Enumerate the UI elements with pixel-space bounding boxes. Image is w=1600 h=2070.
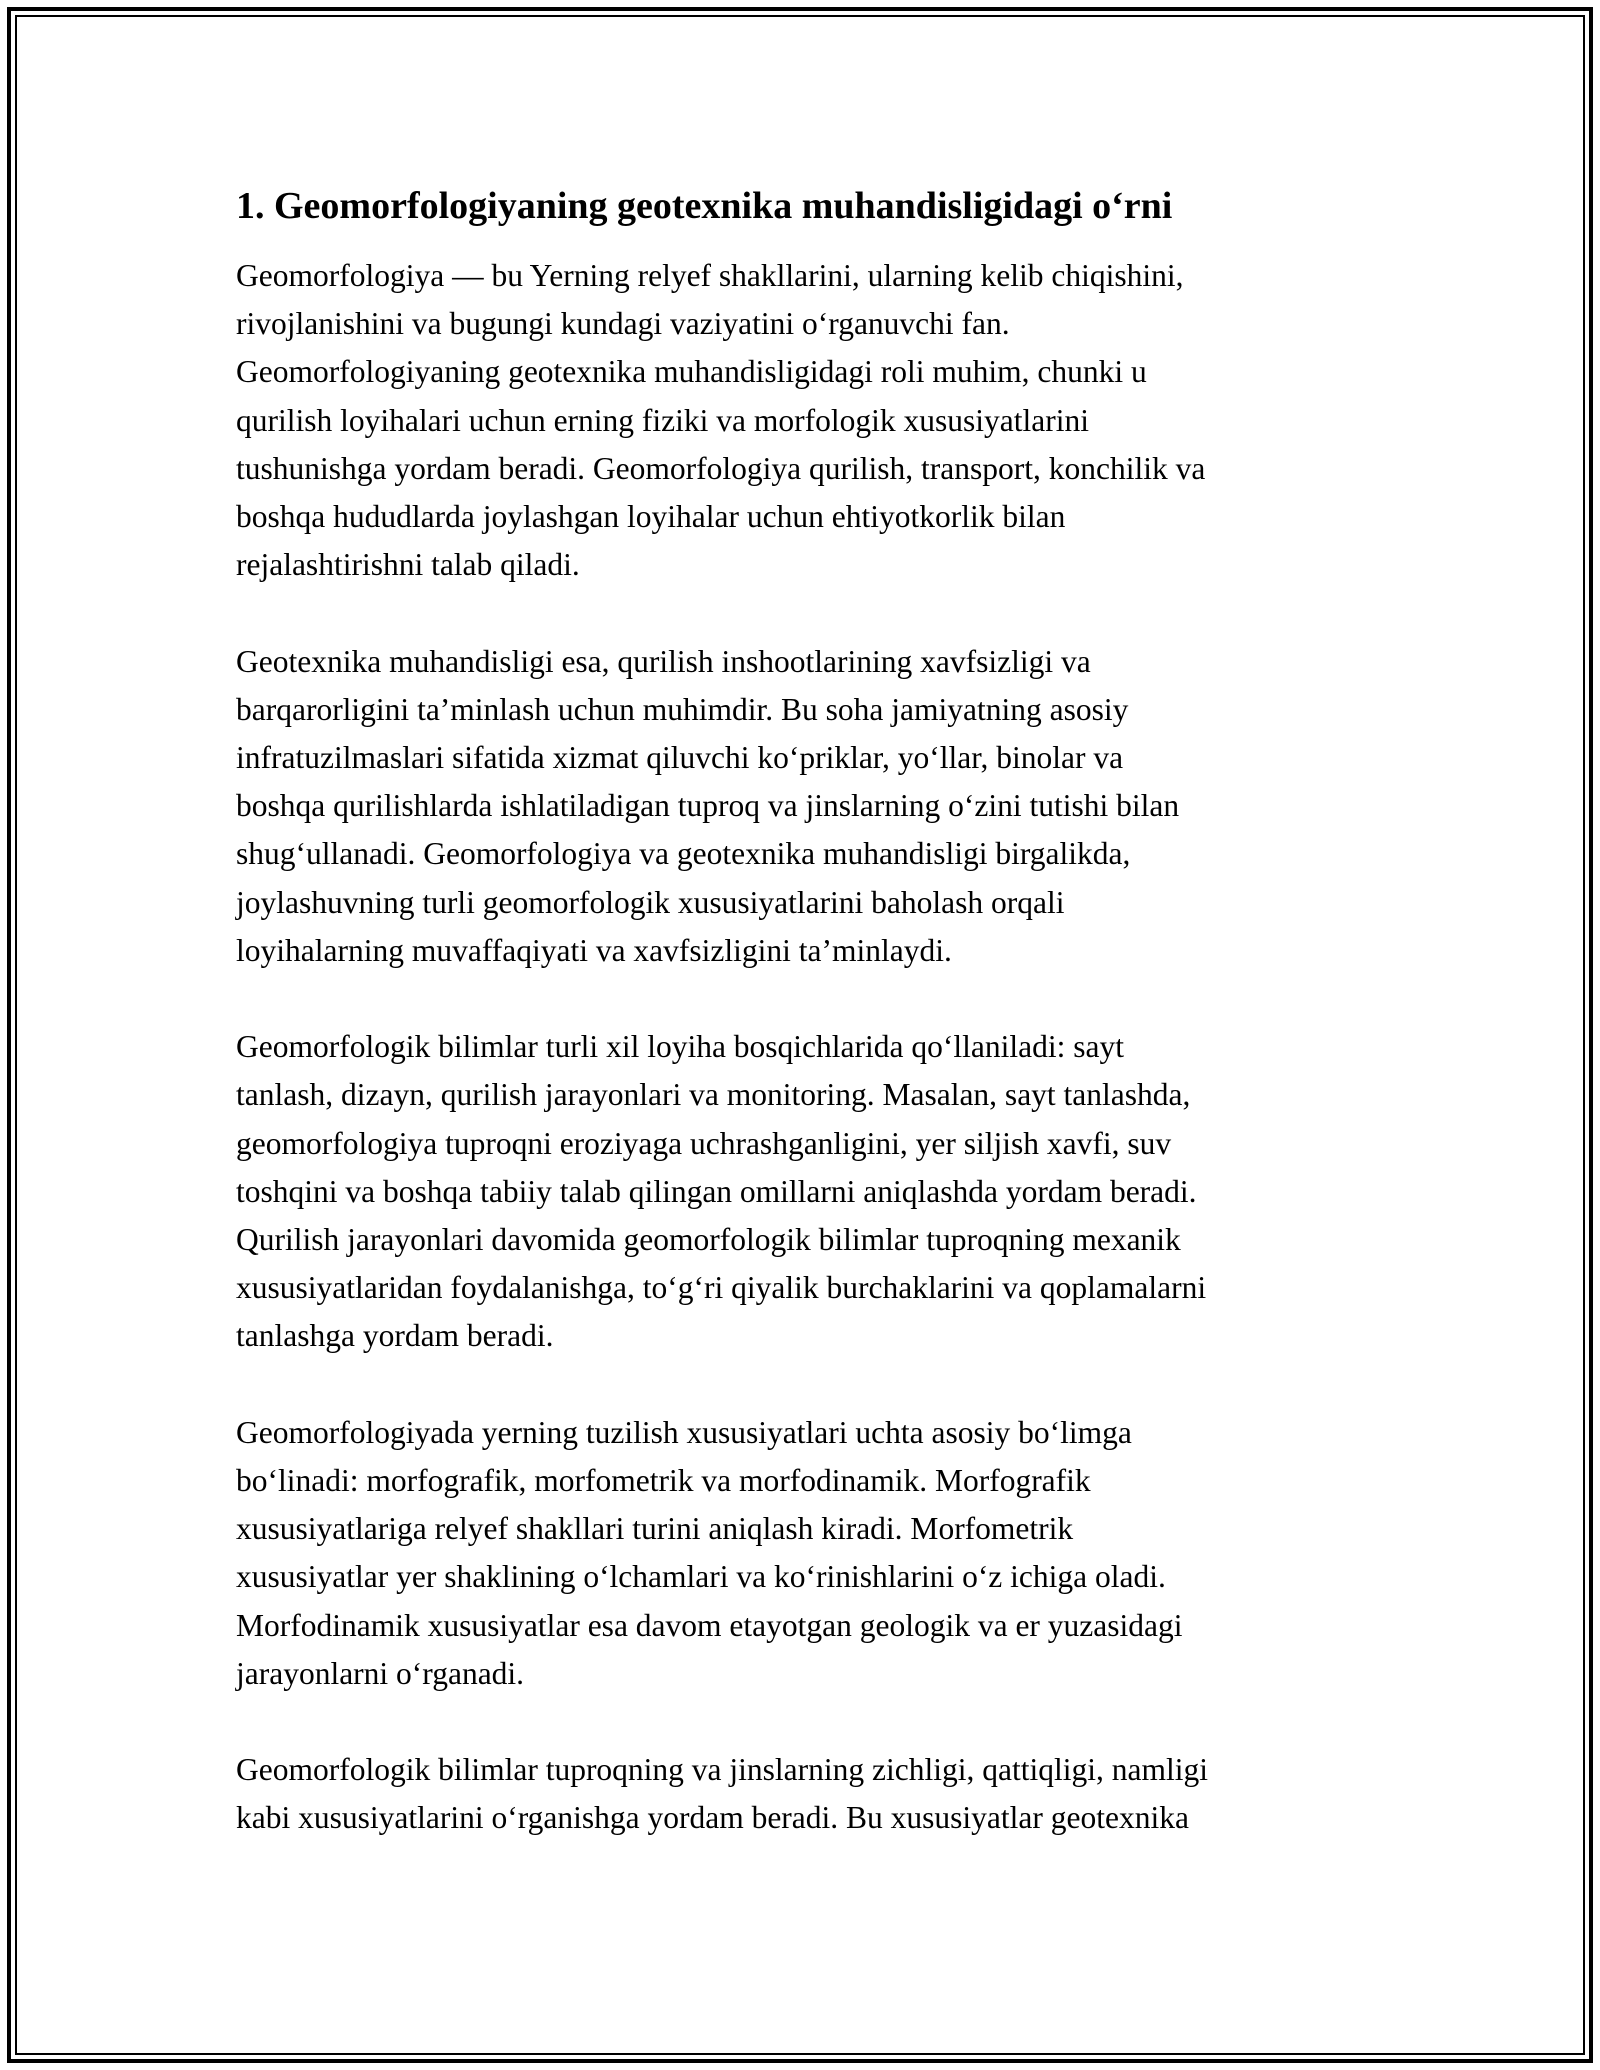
text-line: xususiyatlar yer shaklining o‘lchamlari va ko‘rinishlarini o‘z ichiga oladi. [236,1559,1166,1595]
text-line: rivojlanishini va bugungi kundagi vaziyatini o‘rganuvchi fan. [236,306,1010,342]
text-line: barqarorligini ta’minlash uchun muhimdir. Bu soha jamiyatning asosiy [236,691,1129,727]
text-line: Morfodinamik xususiyatlar esa davom etayotgan geologik va er yuzasidagi [236,1607,1183,1643]
paragraph-3 [236,1023,1376,1360]
text-line: boshqa qurilishlarda ishlatiladigan tuproq va jinslarning o‘zini tutishi bilan [236,788,1180,824]
paragraph-4 [236,1409,1376,1698]
text-line: jarayonlarni o‘rganadi. [236,1655,525,1691]
text-line: toshqini va boshqa tabiiy talab qilingan omillarni aniqlashda yordam beradi. [236,1173,1197,1209]
text-line: xususiyatlaridan foydalanishga, to‘g‘ri qiyalik burchaklarini va qoplamalarni [236,1270,1207,1306]
text-line: Geomorfologik bilimlar tuproqning va jinslarning zichligi, qattiqligi, namligi [236,1752,1208,1788]
text-line: Geomorfologiya — bu Yerning relyef shakllarini, ularning kelib chiqishini, [236,258,1184,293]
paragraph-5 [236,1746,1376,1842]
text-line: Geomorfologiyaning geotexnika muhandisligidagi roli muhim, chunki u [236,354,1147,390]
text-line: kabi xususiyatlarini o‘rganishga yordam beradi. Bu xususiyatlar geotexnika [236,1800,1189,1836]
text-line: xususiyatlariga relyef shakllari turini aniqlash kiradi. Morfometrik [236,1511,1074,1547]
text-line: bo‘linadi: morfografik, morfometrik va morfodinamik. Morfografik [236,1463,1091,1499]
text-line: Geomorfologiyada yerning tuzilish xususiyatlari uchta asosiy bo‘limga [236,1414,1132,1450]
text-line: Qurilish jarayonlari davomida geomorfologik bilimlar tuproqning mexanik [236,1222,1181,1258]
text-line: tushunishga yordam beradi. Geomorfologiya qurilish, transport, konchilik va [236,450,1206,486]
text-line: boshqa hududlarda joylashgan loyihalar uchun ehtiyotkorlik bilan [236,499,1066,535]
paragraph-2 [236,638,1376,975]
text-line: tanlashga yordam beradi. [236,1318,554,1354]
text-line: Geotexnika muhandisligi esa, qurilish inshootlarining xavfsizligi va [236,643,1091,679]
document-body [236,182,1376,1891]
section-heading: 1. Geomorfologiyaning geotexnika muhandisligidagi o‘rni [236,185,1173,227]
text-line: shug‘ullanadi. Geomorfologiya va geotexnika muhandisligi birgalikda, [236,836,1131,872]
text-line: Geomorfologik bilimlar turli xil loyiha bosqichlarida qo‘llaniladi: sayt [236,1029,1124,1065]
text-line: infratuzilmaslari sifatida xizmat qiluvchi ko‘priklar, yo‘llar, binolar va [236,740,1124,776]
paragraph-1 [236,252,1376,589]
text-line: tanlash, dizayn, qurilish jarayonlari va monitoring. Masalan, sayt tanlashda, [236,1077,1191,1113]
text-line: geomorfologiya tuproqni eroziyaga uchrashganligini, yer siljish xavfi, suv [236,1125,1172,1161]
text-line: rejalashtirishni talab qiladi. [236,547,580,583]
text-line: loyihalarning muvaffaqiyati va xavfsizligini ta’minlaydi. [236,932,952,968]
text-line: qurilish loyihalari uchun erning fiziki va morfologik xususiyatlarini [236,402,1089,438]
text-line: joylashuvning turli geomorfologik xususiyatlarini baholash orqali [236,884,1065,920]
